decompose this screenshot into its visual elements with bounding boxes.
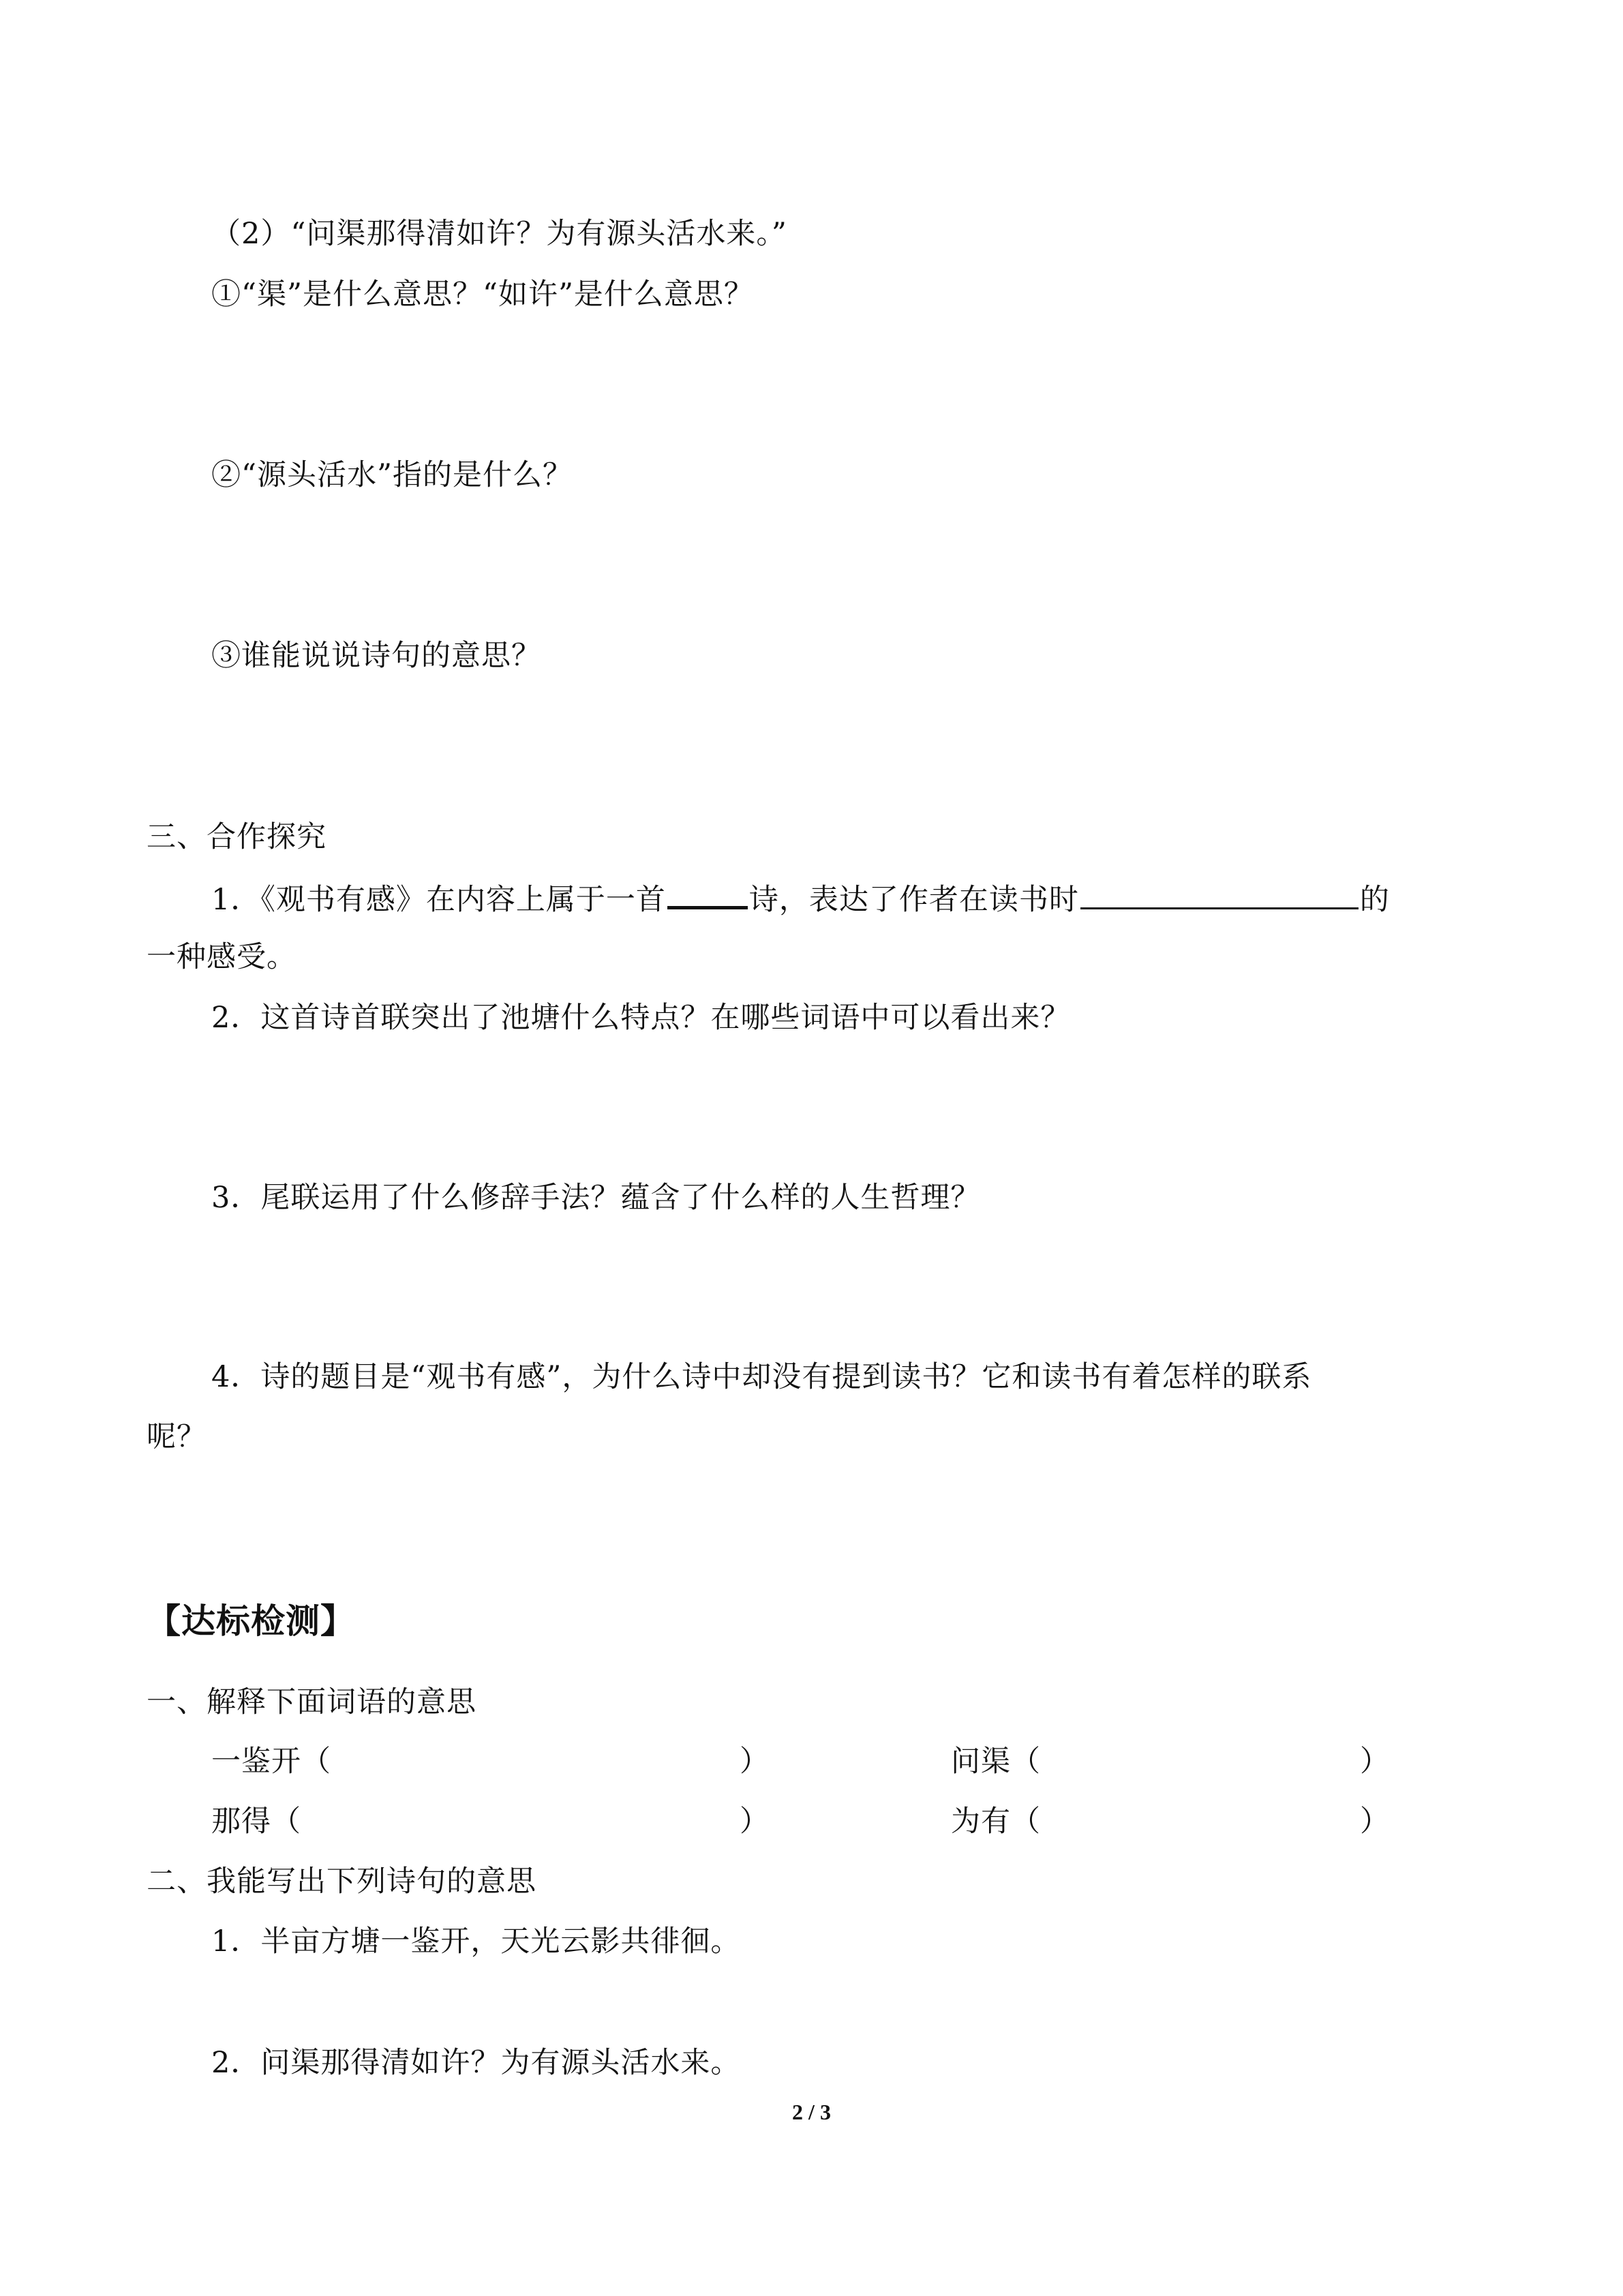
page-number: 2 / 3 <box>792 2100 831 2124</box>
question-2-sub-3: ③谁能说说诗句的意思？ <box>211 639 541 673</box>
term-1-label: 一鉴开（ <box>211 1744 331 1779</box>
fill-blank-2[interactable] <box>1080 877 1359 909</box>
inquiry-question-1-continued: 一种感受。 <box>147 940 297 974</box>
term-3-close-paren: ） <box>740 1804 769 1839</box>
term-2-close-paren: ） <box>1360 1744 1389 1779</box>
term-4-close-paren: ） <box>1360 1804 1389 1839</box>
term-3-label: 那得（ <box>211 1804 301 1839</box>
term-2-label: 问渠（ <box>951 1744 1041 1779</box>
inquiry-question-1-part-1: 1．《观书有感》在内容上属于一首 <box>211 883 666 917</box>
inquiry-question-1-part-3: 的 <box>1359 883 1390 917</box>
question-2-title: （2）“问渠那得清如许？为有源头活水来。” <box>211 217 787 251</box>
test-part-1-title: 一、解释下面词语的意思 <box>147 1685 476 1719</box>
fill-blank-1[interactable] <box>667 876 748 909</box>
inquiry-question-1-part-2: 诗，表达了作者在读书时 <box>748 883 1079 917</box>
test-part-2-title: 二、我能写出下列诗句的意思 <box>147 1864 536 1899</box>
term-1-close-paren: ） <box>740 1744 769 1779</box>
test-section-heading: 【达标检测】 <box>147 1601 355 1641</box>
question-2-sub-1: ①“渠”是什么意思？“如许”是什么意思？ <box>211 277 754 312</box>
inquiry-question-4-line-1: 4．诗的题目是“观书有感”，为什么诗中却没有提到读书？它和读书有着怎样的联系 <box>211 1360 1312 1394</box>
inquiry-question-4-line-2: 呢？ <box>147 1420 207 1454</box>
section-three-title: 三、合作探究 <box>147 820 327 854</box>
inquiry-question-2: 2．这首诗首联突出了池塘什么特点？在哪些词语中可以看出来？ <box>211 1001 1071 1035</box>
inquiry-question-1 <box>211 876 1390 920</box>
question-2-sub-2: ②“源头活水”指的是什么？ <box>211 458 573 492</box>
inquiry-question-3: 3．尾联运用了什么修辞手法？蕴含了什么样的人生哲理？ <box>211 1181 981 1215</box>
term-4-label: 为有（ <box>951 1804 1041 1839</box>
poem-line-1: 1．半亩方塘一鉴开，天光云影共徘徊。 <box>211 1924 741 1959</box>
poem-line-2: 2．问渠那得清如许？为有源头活水来。 <box>211 2046 741 2080</box>
